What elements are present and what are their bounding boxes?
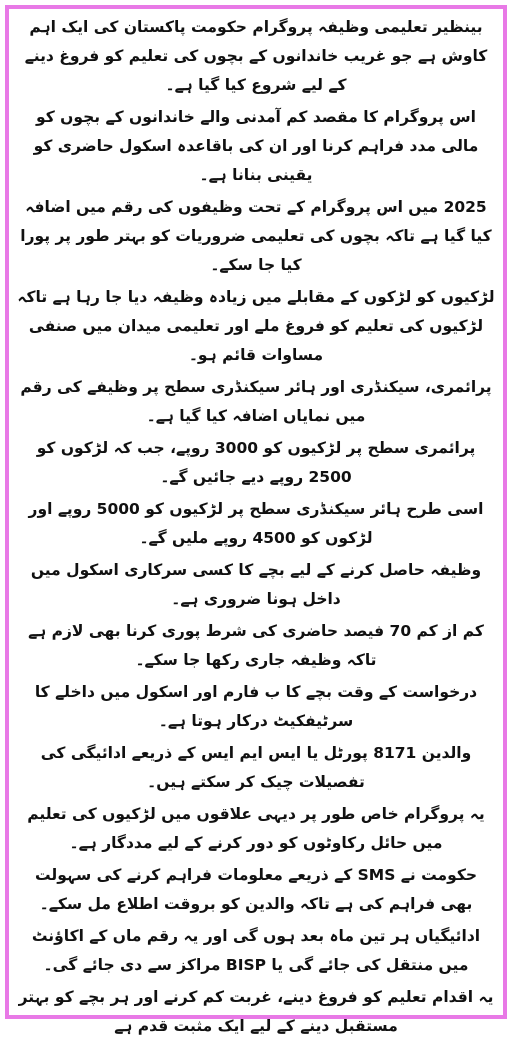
paragraph-payments: ادائیگیاں ہر تین ماہ بعد ہوں گی اور یہ رقم ماں کے اکاؤنٹ میں منتقل کی جائے گی یا BISP مراکز سے دی جائے گی۔ — [31, 927, 481, 974]
paragraph-school-enrollment: وظیفہ حاصل کرنے کے لیے بچے کا کسی سرکاری اسکول میں داخل ہونا ضروری ہے۔ — [30, 561, 482, 608]
paragraph-primary-amounts: پرائمری سطح پر لڑکیوں کو 3000 روپے، جب کہ لڑکوں کو 2500 روپے دیے جائیں گے۔ — [36, 439, 476, 486]
paragraph-attendance: کم از کم 70 فیصد حاضری کی شرط پوری کرنا بھی لازم ہے تاکہ وظیفہ جاری رکھا جا سکے۔ — [28, 622, 484, 669]
paragraph-sms-service: حکومت نے SMS کے ذریعے معلومات فراہم کرنے کی سہولت بھی فراہم کی ہے تاکہ والدین کو بروقت اطلاع مل سکے۔ — [34, 866, 478, 913]
paragraph-intro: بینظیر تعلیمی وظیفہ پروگرام حکومت پاکستان کی ایک اہم کاوش ہے جو غریب خاندانوں کے بچوں کی تعلیم کو فروغ دینے کے لیے شروع کیا گیا ہے۔ — [24, 18, 488, 94]
article-body — [9, 9, 503, 1041]
paragraph-girls-stipend: لڑکیوں کو لڑکوں کے مقابلے میں زیادہ وظیفہ دیا جا رہا ہے تاکہ لڑکیوں کی تعلیم کو فروغ ملے اور تعلیمی میدان میں صنفی مساوات قائم ہو۔ — [17, 288, 495, 364]
paragraph-documents: درخواست کے وقت بچے کا ب فارم اور اسکول میں داخلے کا سرٹیفکیٹ درکار ہوتا ہے۔ — [34, 683, 478, 730]
paragraph-8171-portal: والدین 8171 پورٹل یا ایس ایم ایس کے ذریعے ادائیگی کی تفصیلات چیک کر سکتے ہیں۔ — [40, 744, 472, 791]
paragraph-2025-increase: 2025 میں اس پروگرام کے تحت وظیفوں کی رقم میں اضافہ کیا گیا ہے تاکہ بچوں کی تعلیمی ضروریات کو بہتر طور پر پورا کیا جا سکے۔ — [20, 198, 492, 274]
paragraph-purpose: اس پروگرام کا مقصد کم آمدنی والے خاندانوں کے بچوں کو مالی مدد فراہم کرنا اور ان کی باقاعدہ اسکول حاضری کو یقینی بنانا ہے۔ — [33, 108, 479, 184]
paragraph-levels-increase: پرائمری، سیکنڈری اور ہائر سیکنڈری سطح پر وظیفے کی رقم میں نمایاں اضافہ کیا گیا ہے۔ — [20, 378, 492, 425]
page-frame — [5, 5, 507, 1035]
paragraph-conclusion: یہ اقدام تعلیم کو فروغ دینے، غربت کم کرنے اور ہر بچے کو بہتر مستقبل دینے کے لیے ایک مثبت قدم ہے — [18, 988, 494, 1035]
paragraph-higher-secondary-amounts: اسی طرح ہائر سیکنڈری سطح پر لڑکیوں کو 5000 روپے اور لڑکوں کو 4500 روپے ملیں گے۔ — [28, 500, 484, 547]
paragraph-rural-areas: یہ پروگرام خاص طور پر دیہی علاقوں میں لڑکیوں کی تعلیم میں حائل رکاوٹوں کو دور کرنے کے لیے مددگار ہے۔ — [27, 805, 485, 852]
